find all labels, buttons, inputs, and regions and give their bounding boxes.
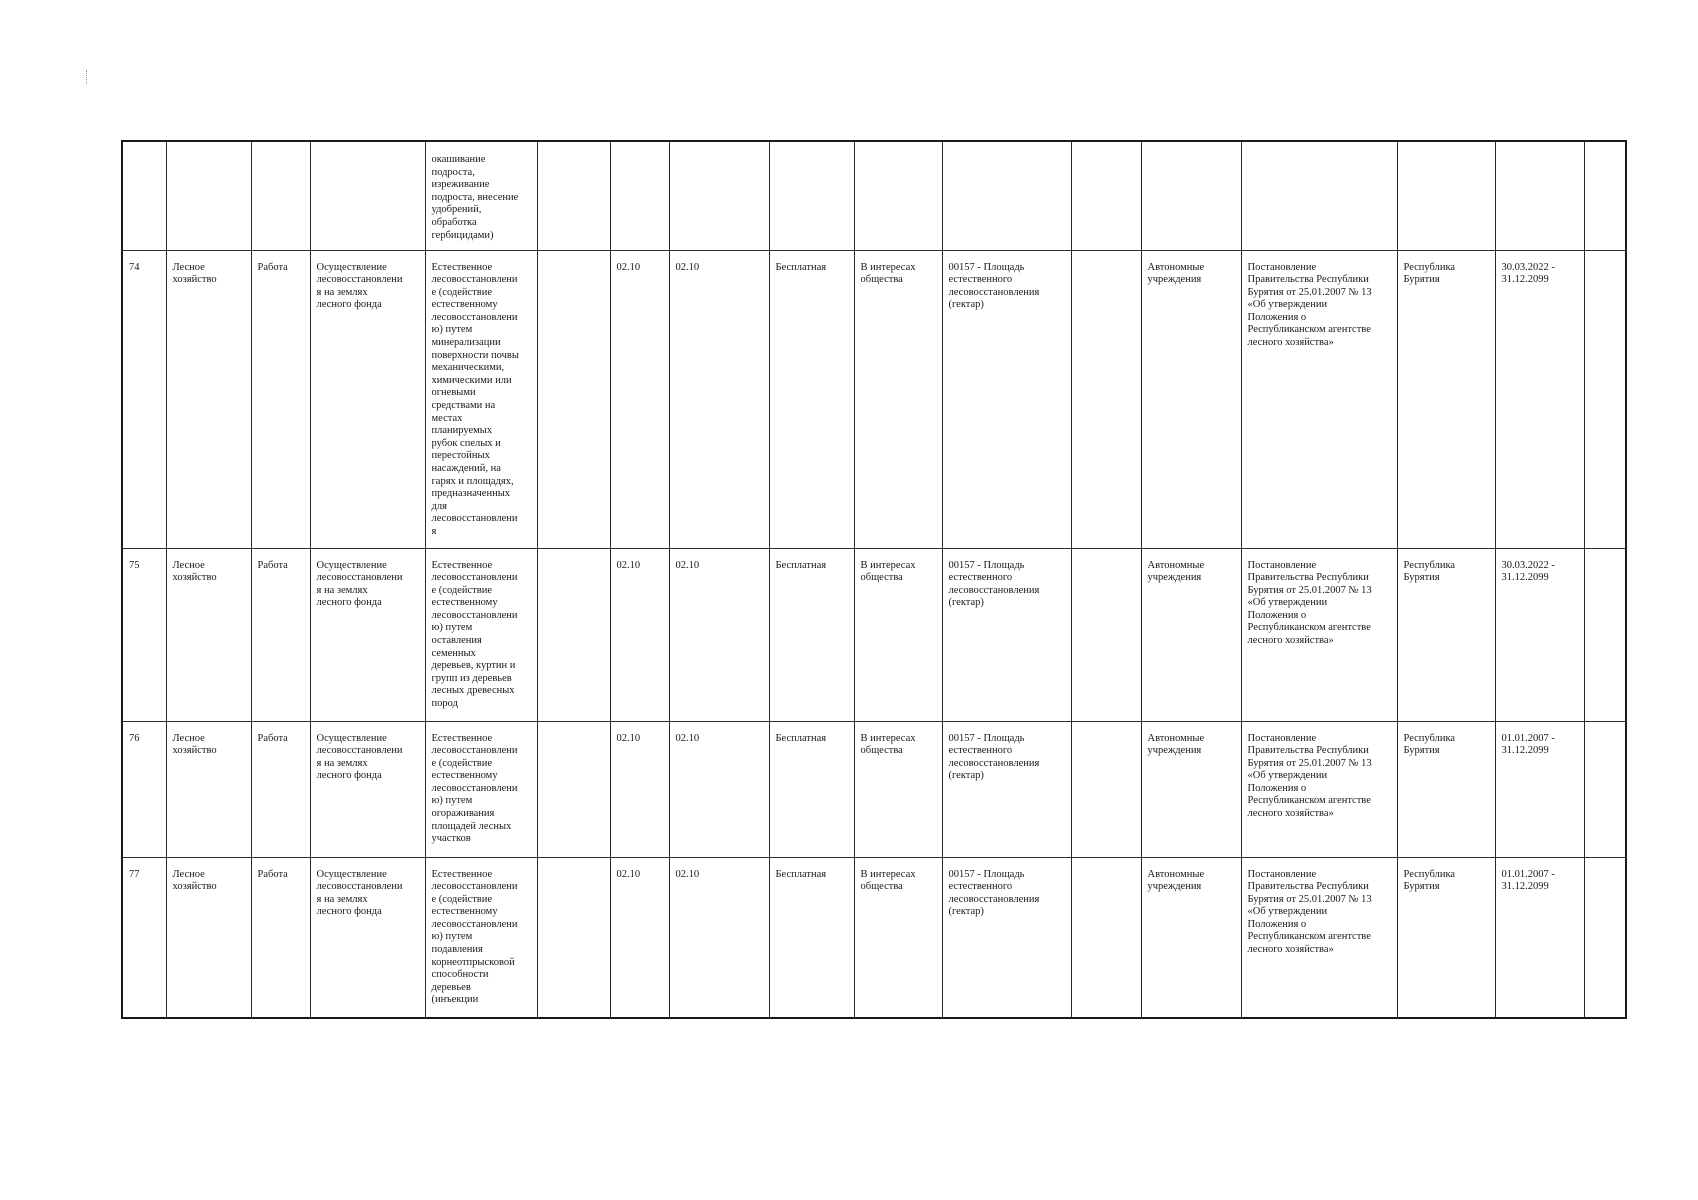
cell-empty [1141,141,1241,250]
cell-consumers: В интересах общества [854,857,942,1018]
cell-number: 76 [122,721,166,857]
cell-kind: Работа [251,857,310,1018]
cell-empty [1584,141,1626,250]
cell-level: Республика Бурятия [1397,548,1495,721]
table-row-continuation [122,141,1626,250]
cell-consumers: В интересах общества [854,250,942,548]
cell-institution-type: Автономные учреждения [1141,250,1241,548]
cell-payment: Бесплатная [769,250,854,548]
cell-payment: Бесплатная [769,548,854,721]
cell-empty [1241,141,1397,250]
cell-number: 74 [122,250,166,548]
cell-legal-basis: Постановление Правительства Республики Бурятия от 25.01.2007 № 13 «Об утверждении Положения о Республиканском агентстве лесного хозяйства» [1241,548,1397,721]
cell-consumers: В интересах общества [854,721,942,857]
table-row [122,548,1626,721]
cell-service-name: Осуществление лесовосстановлени я на землях лесного фонда [310,721,425,857]
cell-empty [310,141,425,250]
cell-level: Республика Бурятия [1397,250,1495,548]
cell-legal-basis: Постановление Правительства Республики Бурятия от 25.01.2007 № 13 «Об утверждении Положения о Республиканском агентстве лесного хозяйства» [1241,250,1397,548]
cell-code-1: 02.10 [610,250,669,548]
cell-number: 77 [122,857,166,1018]
cell-sector: Лесное хозяйство [166,548,251,721]
scan-artifact [86,70,90,84]
cell-indicator: 00157 - Площадь естественного лесовосстановления (гектар) [942,548,1071,721]
cell-empty [1584,857,1626,1018]
cell-service-name: Осуществление лесовосстановлени я на землях лесного фонда [310,548,425,721]
cell-period: 30.03.2022 - 31.12.2099 [1495,250,1584,548]
cell-empty [251,141,310,250]
cell-institution-type: Автономные учреждения [1141,857,1241,1018]
cell-service-name: Осуществление лесовосстановлени я на землях лесного фонда [310,857,425,1018]
cell-empty [537,721,610,857]
cell-sector: Лесное хозяйство [166,857,251,1018]
cell-work-content: окашивание подроста, изреживание подроста, внесение удобрений, обработка гербицидами) [425,141,537,250]
cell-number: 75 [122,548,166,721]
cell-code-2: 02.10 [669,857,769,1018]
cell-empty [942,141,1071,250]
cell-empty [1584,721,1626,857]
cell-period: 30.03.2022 - 31.12.2099 [1495,548,1584,721]
cell-empty [122,141,166,250]
cell-empty [669,141,769,250]
cell-indicator: 00157 - Площадь естественного лесовосстановления (гектар) [942,250,1071,548]
cell-code-2: 02.10 [669,721,769,857]
table-row [122,857,1626,1018]
cell-empty [1397,141,1495,250]
cell-institution-type: Автономные учреждения [1141,548,1241,721]
cell-empty [1071,250,1141,548]
cell-level: Республика Бурятия [1397,721,1495,857]
cell-kind: Работа [251,548,310,721]
cell-empty [769,141,854,250]
cell-empty [610,141,669,250]
cell-institution-type: Автономные учреждения [1141,721,1241,857]
cell-empty [1584,250,1626,548]
cell-empty [854,141,942,250]
cell-code-2: 02.10 [669,250,769,548]
cell-empty [1071,141,1141,250]
cell-empty [537,548,610,721]
cell-work-content: Естественное лесовосстановлени е (содействие естественному лесовосстановлени ю) путем оставления семенных деревьев, куртин и групп из деревьев лесных древесных пород [425,548,537,721]
cell-code-1: 02.10 [610,721,669,857]
cell-sector: Лесное хозяйство [166,250,251,548]
cell-empty [537,141,610,250]
cell-service-name: Осуществление лесовосстановлени я на землях лесного фонда [310,250,425,548]
cell-empty [1071,857,1141,1018]
cell-work-content: Естественное лесовосстановлени е (содействие естественному лесовосстановлени ю) путем огораживания площадей лесных участков [425,721,537,857]
cell-empty [1495,141,1584,250]
cell-legal-basis: Постановление Правительства Республики Бурятия от 25.01.2007 № 13 «Об утверждении Положения о Республиканском агентстве лесного хозяйства» [1241,857,1397,1018]
cell-empty [166,141,251,250]
cell-empty [1071,548,1141,721]
table-row [122,721,1626,857]
cell-indicator: 00157 - Площадь естественного лесовосстановления (гектар) [942,721,1071,857]
services-registry-table [121,140,1627,1019]
cell-period: 01.01.2007 - 31.12.2099 [1495,857,1584,1018]
cell-code-2: 02.10 [669,548,769,721]
cell-empty [1071,721,1141,857]
cell-payment: Бесплатная [769,721,854,857]
cell-empty [537,250,610,548]
cell-consumers: В интересах общества [854,548,942,721]
cell-legal-basis: Постановление Правительства Республики Бурятия от 25.01.2007 № 13 «Об утверждении Положения о Республиканском агентстве лесного хозяйства» [1241,721,1397,857]
cell-code-1: 02.10 [610,857,669,1018]
cell-kind: Работа [251,721,310,857]
cell-code-1: 02.10 [610,548,669,721]
cell-level: Республика Бурятия [1397,857,1495,1018]
cell-empty [1584,548,1626,721]
table-row [122,250,1626,548]
cell-payment: Бесплатная [769,857,854,1018]
cell-kind: Работа [251,250,310,548]
cell-work-content: Естественное лесовосстановлени е (содействие естественному лесовосстановлени ю) путем подавления корнеотпрысковой способности деревьев (инъекции [425,857,537,1018]
cell-empty [537,857,610,1018]
cell-period: 01.01.2007 - 31.12.2099 [1495,721,1584,857]
cell-work-content: Естественное лесовосстановлени е (содействие естественному лесовосстановлени ю) путем минерализации поверхности почвы механическими, химическими или огневыми средствами на местах планируемых рубок спелых и перестойных насаждений, на гарях и площадях, предназначенных для лесовосстановлени я [425,250,537,548]
cell-sector: Лесное хозяйство [166,721,251,857]
cell-indicator: 00157 - Площадь естественного лесовосстановления (гектар) [942,857,1071,1018]
